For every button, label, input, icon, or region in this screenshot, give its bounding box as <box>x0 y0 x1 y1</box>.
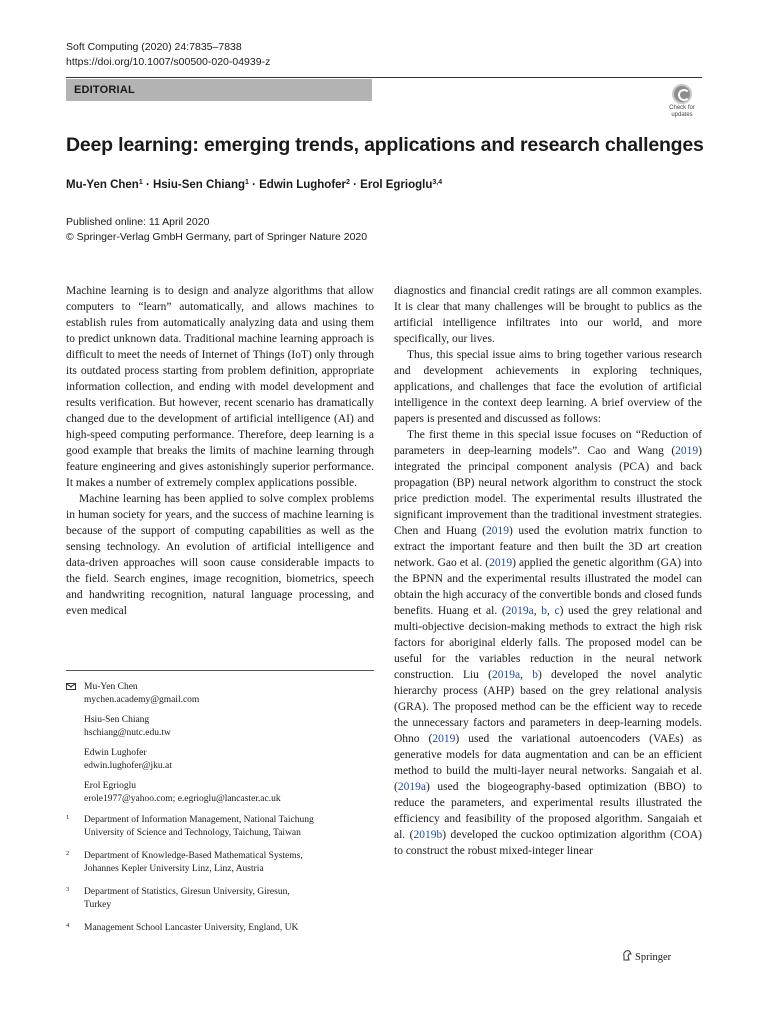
author-name[interactable]: Edwin Lughofer <box>259 179 347 191</box>
contact-email[interactable]: hschiang@nutc.edu.tw <box>84 728 171 738</box>
citation-link[interactable]: 2019a <box>492 669 521 681</box>
left-column <box>66 283 374 619</box>
affiliation-line: Department of Information Management, National Taichung <box>84 815 314 825</box>
check-updates-line1: Check for <box>669 105 695 111</box>
affiliation-line: Management School Lancaster University, England, UK <box>84 923 299 933</box>
footnote-rule <box>66 670 374 671</box>
author-name[interactable]: Hsiu-Sen Chiang <box>152 179 245 191</box>
affiliation-line: Johannes Kepler University Linz, Linz, Austria <box>84 864 264 874</box>
check-for-updates-badge[interactable] <box>663 84 701 124</box>
author-separator: · <box>248 179 260 191</box>
paragraph: diagnostics and financial credit ratings are all common examples. It is clear that many challenges will be brought to publics as the artificial intelligence infiltrates into our world, and more specifically, our lives. <box>394 285 702 345</box>
affiliation-entry <box>66 886 374 912</box>
citation-link[interactable]: b <box>532 669 538 681</box>
affiliation-number: 1 <box>66 814 70 821</box>
published-date: Published online: 11 April 2020 <box>66 216 210 228</box>
author-separator: · <box>142 179 153 191</box>
section-label: EDITORIAL <box>66 79 372 101</box>
citation-link[interactable]: 2019 <box>432 733 456 745</box>
contact-email[interactable]: edwin.lughofer@jku.at <box>84 761 172 771</box>
contact-entry <box>66 747 374 773</box>
publisher-footer <box>622 950 671 966</box>
author-list <box>66 176 706 194</box>
citation-link[interactable]: 2019a <box>397 781 426 793</box>
author-affiliation-mark: 3,4 <box>432 179 443 186</box>
affiliation-number: 2 <box>66 850 70 857</box>
paragraph: Machine learning is to design and analyze algorithms that allow computers to “learn” automatically, and allows machines to establish rules from automatically analyzing data and using them to predict unknown data. Traditional machine learning approach is difficult to meet the needs of Internet of Things (IoT) only through its outdated process starting from problem definition, appropriate information collection, and ending with model development and results verification. But however, recent scenario has dramatically changed due to the development of artificial intelligence (AI) and high-speed computing performance. Therefore, deep learning is a good example that breaks the limits of machine learning through feature engineering and gives astonishingly superior performance. It makes a number of extremely complex applications possible. <box>66 285 374 489</box>
citation-link[interactable]: 2019a <box>505 605 534 617</box>
contact-entry <box>66 681 374 707</box>
affiliation-entry <box>66 922 374 935</box>
author-affiliation-mark: 1 <box>138 179 143 186</box>
author-name[interactable]: Mu-Yen Chen <box>66 179 139 191</box>
author-affiliation-mark: 1 <box>245 179 249 186</box>
paragraph: Thus, this special issue aims to bring together various research and development achievements in exploring techniques, applications, and challenges that face the evolution of artificial intelligence in the context deep learning. A brief overview of the papers is presented and discussed as follows: <box>394 349 702 425</box>
affiliation-line: Department of Statistics, Giresun University, Giresun, <box>84 887 290 897</box>
affiliation-line: Turkey <box>84 900 112 910</box>
affiliation-number: 3 <box>66 886 70 893</box>
contact-name: Erol Egrioglu <box>84 781 136 791</box>
contact-name: Mu-Yen Chen <box>84 682 138 692</box>
citation-link[interactable]: b <box>541 605 547 617</box>
header-rule <box>66 77 702 78</box>
affiliation-entry <box>66 814 374 840</box>
contact-email[interactable]: mychen.academy@gmail.com <box>84 695 200 705</box>
journal-header <box>66 40 270 70</box>
paragraph: Machine learning has been applied to solve complex problems in human society for years, and the success of machine learning is because of the support of computing capabilities as well as the sensing technology. An evolution of artificial intelligence and data-driven approaches will soon cause considerable impacts to the field. Search engines, image recognition, biometrics, speech and handwriting recognition, natural language processing, and even medical <box>66 493 374 617</box>
check-updates-icon <box>672 84 692 104</box>
citation-link[interactable]: 2019 <box>489 557 513 569</box>
affiliation-line: Department of Knowledge-Based Mathematical Systems, <box>84 851 303 861</box>
citation-link[interactable]: 2019b <box>413 829 443 841</box>
contact-entry <box>66 714 374 740</box>
right-column <box>394 283 702 859</box>
citation-link[interactable]: c <box>554 605 560 617</box>
publisher-name: Springer <box>635 952 672 963</box>
doi-link[interactable]: https://doi.org/10.1007/s00500-020-04939-z <box>66 56 271 68</box>
citation-link[interactable]: 2019 <box>486 525 510 537</box>
author-separator: · <box>349 179 361 191</box>
affiliation-line: University of Science and Technology, Taichung, Taiwan <box>84 828 301 838</box>
contact-name: Edwin Lughofer <box>84 748 147 758</box>
affiliation-entry <box>66 850 374 876</box>
copyright: © Springer-Verlag GmbH Germany, part of Springer Nature 2020 <box>66 231 368 243</box>
affiliation-number: 4 <box>66 922 70 929</box>
article-title: Deep learning: emerging trends, applications and research challenges <box>66 134 704 156</box>
check-updates-line2: updates <box>671 112 693 118</box>
affiliation-list <box>66 814 374 945</box>
citation-link[interactable]: 2019 <box>675 445 699 457</box>
publication-info <box>66 215 367 245</box>
contact-email[interactable]: erole1977@yahoo.com; e.egrioglu@lancaster.ac.uk <box>84 794 281 804</box>
envelope-icon <box>66 683 76 690</box>
contact-name: Hsiu-Sen Chiang <box>84 715 150 725</box>
springer-horse-icon <box>622 950 632 961</box>
paragraph: The first theme in this special issue focuses on “Reduction of parameters in deep-learning models”. Cao and Wang (2019) integrated the principal component analysis (PCA) and back propagation (BP) neural network algorithm to construct the stock price prediction model. The experimental results illustrated the significant improvement than the traditional investment strategies. Chen and Huang (2019) used the evolution matrix function to extract the important feature and then built the 3D art creation network. Gao et al. (2019) applied the genetic algorithm (GA) into the BPNN and the experimental results illustrated the model can obtain the high accuracy of the convertible bonds and closed funds benefits. Huang et al. (2019a, b, c) used the grey relational and multi-objective decision-making methods to extract the high risk factors for aboriginal elderly falls. The proposed model can be useful for the variables reduction in the neural network construction. Liu (2019a, b) developed the novel analytic hierarchy process (AHP) based on the grey relational analysis (GRA). The proposed method can be the efficient way to recede the unnecessary factors and parameters in deep-learning models. Ohno (2019) used the variational autoencoders (VAEs) as generative models for data augmentation and can be an efficient method to build the multi-layer neural networks. Sangaiah et al. (2019a) used the biogeography-based optimization (BBO) to reduce the parameters, and experimental results illustrated the efficiency and feasibility of the proposed algorithm. Sangaiah et al. (2019b) developed the cuckoo optimization algorithm (COA) to construct the robust mixed-integer linear <box>394 429 703 857</box>
author-name[interactable]: Erol Egrioglu <box>360 179 433 191</box>
journal-citation: Soft Computing (2020) 24:7835–7838 <box>66 41 242 53</box>
author-affiliation-mark: 2 <box>346 179 350 186</box>
contact-entry <box>66 780 374 806</box>
contact-list <box>66 681 374 813</box>
